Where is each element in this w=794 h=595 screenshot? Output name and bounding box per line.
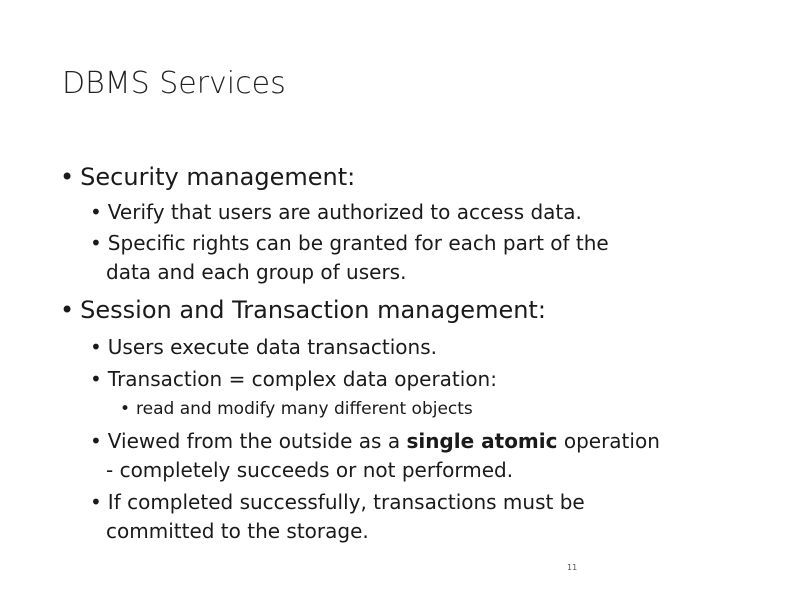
bullet-icon: • (60, 163, 75, 191)
bullet-text: If completed successfully, transactions must be (107, 490, 585, 514)
bullet-icon: • (90, 367, 102, 391)
bullet-transaction-definition (90, 367, 497, 391)
bullet-security-management (60, 163, 355, 191)
bullet-text-emphasis: single atomic (406, 429, 558, 453)
bullet-icon: • (120, 399, 131, 419)
bullet-verify-users (90, 200, 582, 224)
bullet-text: Verify that users are authorized to access data. (107, 200, 582, 224)
bullet-viewed-from-outside (90, 429, 660, 453)
bullet-text-part: Viewed from the outside as a (107, 429, 401, 453)
bullet-text: committed to the storage. (106, 519, 369, 543)
bullet-viewed-from-outside-continued (106, 458, 513, 482)
bullet-users-execute (90, 335, 437, 359)
bullet-text: - completely succeeds or not performed. (106, 458, 514, 482)
bullet-icon: • (90, 231, 102, 255)
bullet-icon: • (60, 296, 75, 324)
bullet-text: data and each group of users. (106, 260, 407, 284)
bullet-text: Session and Transaction management: (80, 296, 546, 324)
bullet-icon: • (90, 200, 102, 224)
bullet-icon: • (90, 335, 102, 359)
bullet-specific-rights-continued (106, 260, 406, 284)
bullet-if-completed (90, 490, 585, 514)
bullet-icon: • (90, 429, 102, 453)
bullet-if-completed-continued (106, 519, 369, 543)
slide-title: DBMS Services (62, 66, 286, 101)
page-number: 11 (567, 563, 578, 572)
bullet-read-modify (120, 399, 473, 419)
bullet-text: Specific rights can be granted for each part of the (107, 231, 609, 255)
bullet-specific-rights (90, 231, 609, 255)
bullet-text-part: operation (563, 429, 660, 453)
bullet-text: Transaction = complex data operation: (107, 367, 497, 391)
bullet-text: Users execute data transactions. (107, 335, 437, 359)
bullet-text: Security management: (80, 163, 356, 191)
bullet-icon: • (90, 490, 102, 514)
bullet-text: read and modify many different objects (136, 399, 473, 419)
bullet-session-transaction-management (60, 296, 546, 324)
